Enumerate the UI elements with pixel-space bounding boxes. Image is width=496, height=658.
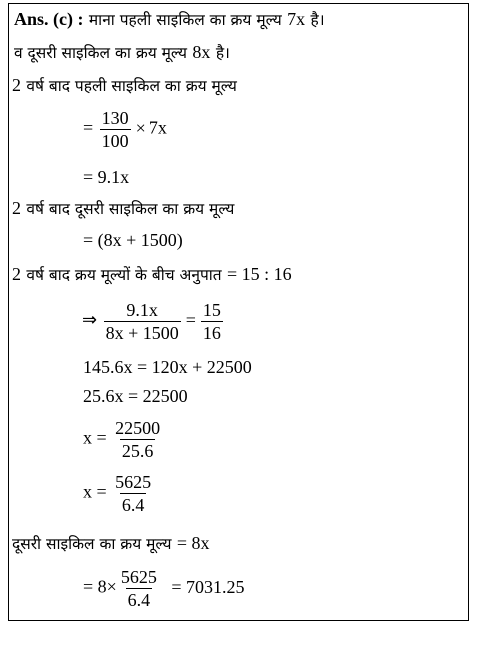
second-cycle-heading-text: वर्ष बाद दूसरी साइकिल का क्रय मूल्य [26,200,235,218]
x-equals: x = [83,427,107,448]
ratio-years: 2 [12,264,21,284]
final-heading-text: दूसरी साइकिल का क्रय मूल्य [12,535,172,553]
fraction-5625-6.4 [113,472,153,515]
ratio-heading-value: = 15 : 16 [227,264,292,284]
equals-sign: = [185,309,196,330]
second-cycle-heading [12,197,234,220]
ratio-step-1: 145.6x = 120x + 22500 [83,357,252,377]
fraction-denominator: 16 [202,323,221,343]
final-result: = 7031.25 [171,576,245,597]
ratio-rhs-fraction [201,300,223,343]
answer-line-1-text: माना पहली साइकिल का क्रय मूल्य [88,11,282,29]
answer-line-1 [14,8,325,31]
first-cycle-result: = 9.1x [83,167,130,187]
fraction-denominator: 6.4 [127,590,151,610]
fraction-numerator: 5625 [115,472,152,492]
first-cycle-years: 2 [12,75,21,95]
equals-sign: = [83,117,94,138]
answer-line-1-end: है। [310,11,325,29]
fraction-numerator: 9.1x [126,300,158,320]
first-cycle-calc [83,108,167,151]
ratio-step-4 [83,472,155,515]
times-sign: × [106,576,117,597]
answer-line-1-value: 7x [287,9,306,29]
ratio-step-3 [83,418,164,461]
fraction-denominator: 8x + 1500 [105,323,179,343]
answer-line-2-value: 8x [192,42,211,62]
fraction-numerator: 130 [101,108,129,128]
ratio-equation [82,300,225,343]
ratio-lhs-fraction [104,300,181,343]
x-equals: x = [83,481,107,502]
first-cycle-mult: 7x [148,117,167,138]
ratio-step-2: 25.6x = 22500 [83,386,188,406]
final-heading-value: = 8x [176,533,210,553]
final-eq-start: = 8 [83,576,107,597]
fraction-denominator: 25.6 [121,441,154,461]
fraction-130-100 [100,108,131,151]
fraction-denominator: 100 [101,131,129,151]
first-cycle-heading-text: वर्ष बाद पहली साइकिल का क्रय मूल्य [26,77,237,95]
final-calc [83,567,244,610]
answer-line-2 [14,41,230,64]
fraction-5625-6.4 [119,567,159,610]
times-sign: × [135,117,146,138]
fraction-22500-25.6 [113,418,162,461]
second-cycle-years: 2 [12,198,21,218]
answer-line-2-end: है। [215,44,230,62]
final-heading [12,532,210,555]
fraction-numerator: 5625 [120,567,157,587]
first-cycle-heading [12,74,237,97]
fraction-numerator: 15 [202,300,221,320]
answer-label: Ans. (c) : [14,9,84,29]
fraction-numerator: 22500 [115,418,161,438]
implies-sign: ⇒ [82,309,98,330]
ratio-heading [12,263,292,286]
ratio-heading-text: वर्ष बाद क्रय मूल्यों के बीच अनुपात [26,266,222,284]
second-cycle-expr: = (8x + 1500) [83,230,183,250]
answer-line-2-text: व दूसरी साइकिल का क्रय मूल्य [14,44,188,62]
fraction-denominator: 6.4 [121,495,145,515]
